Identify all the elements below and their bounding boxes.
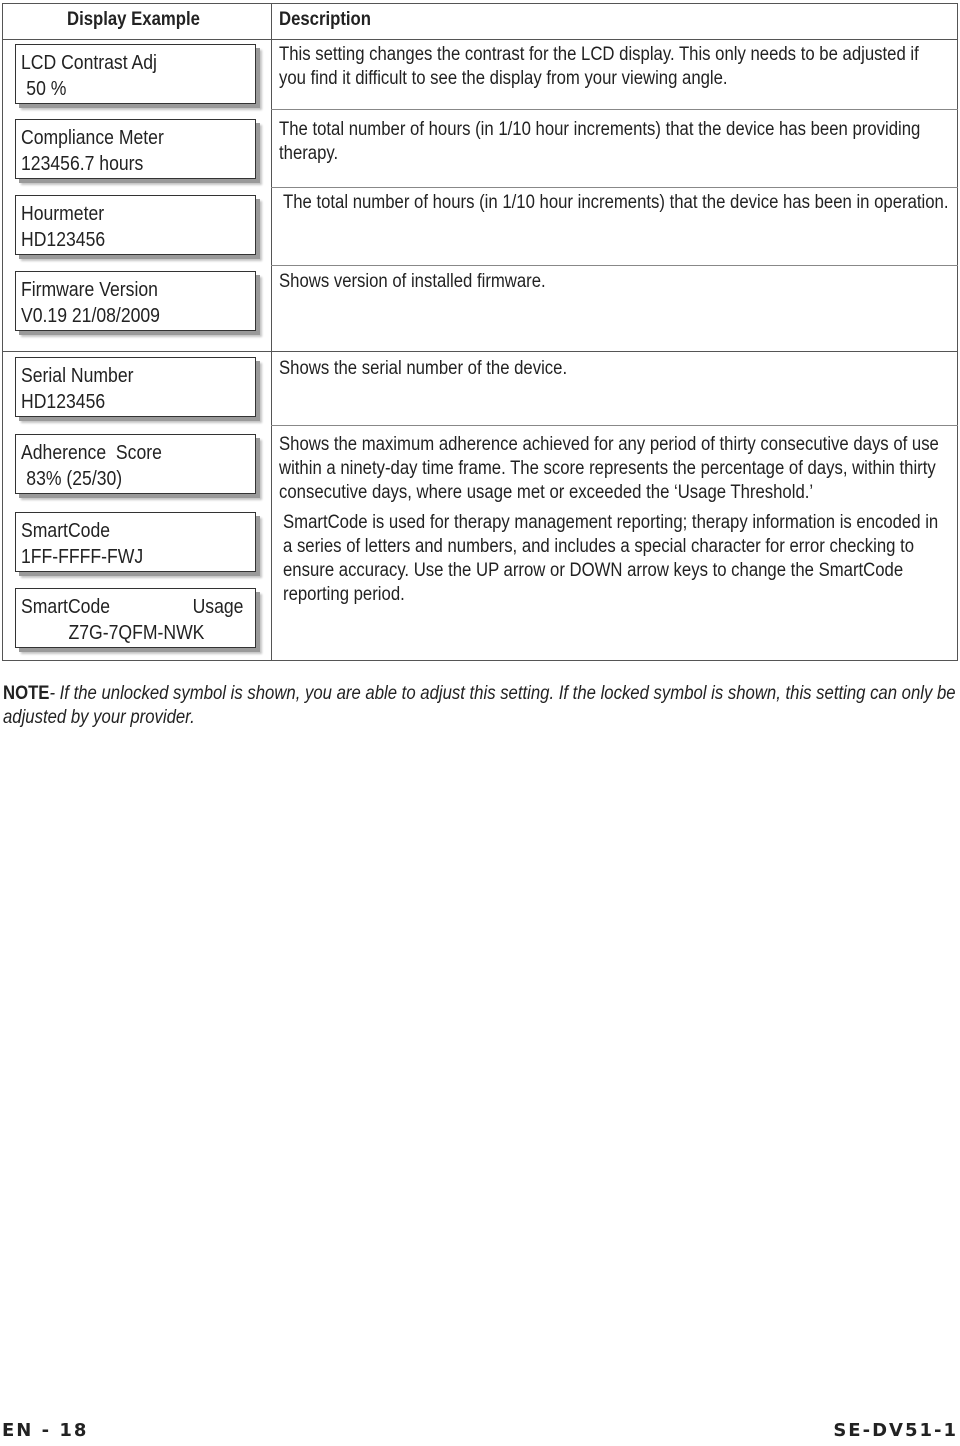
row-divider — [271, 109, 958, 110]
firmware-version-description: Shows version of installed firmware. — [279, 271, 546, 292]
note-paragraph — [3, 682, 958, 730]
hourmeter-display: Hourmeter HD123456 — [15, 195, 256, 255]
row-divider — [271, 187, 958, 188]
hourmeter-description: The total number of hours (in 1/10 hour increments) that the device has been in operation. — [283, 192, 949, 213]
serial-number-description: Shows the serial number of the device. — [279, 358, 568, 379]
header-divider — [2, 39, 958, 40]
page-number: EN - 18 — [2, 1420, 89, 1441]
compliance-meter-description: The total number of hours (in 1/10 hour increments) that the device has been providing therapy. — [279, 119, 921, 164]
smartcode-usage-display: SmartCode Usage Z7G-7QFM-NWK — [15, 588, 256, 648]
note-text: - If the unlocked symbol is shown, you are able to adjust this setting. If the locked symbol is shown, this setting can only be adjusted by your provider. — [3, 683, 956, 728]
document-code: SE-DV51-1 — [833, 1420, 958, 1441]
lcd-contrast-description: This setting changes the contrast for the LCD display. This only needs to be adjusted if you find it difficult to see the display from your viewing angle. — [279, 44, 919, 89]
row-divider — [271, 425, 958, 426]
compliance-meter-display: Compliance Meter 123456.7 hours — [15, 119, 256, 179]
adherence-score-display: Adherence Score 83% (25/30) — [15, 434, 256, 494]
display-example-header: Display Example — [67, 9, 200, 30]
firmware-version-display: Firmware Version V0.19 21/08/2009 — [15, 271, 256, 331]
description-header: Description — [279, 9, 371, 30]
row-divider — [271, 265, 958, 266]
smartcode-display: SmartCode 1FF-FFFF-FWJ — [15, 512, 256, 572]
note-label: NOTE — [3, 683, 50, 704]
column-divider — [271, 3, 272, 661]
smartcode-description: SmartCode is used for therapy management reporting; therapy information is encoded in a series of letters and numbers, and includes a special character for error checking to ensure accuracy. Use the UP arrow or DOWN arrow keys to change the SmartCode reporting period. — [283, 512, 939, 605]
row-divider — [2, 351, 958, 352]
lcd-contrast-display: LCD Contrast Adj 50 % — [15, 44, 256, 104]
serial-number-display: Serial Number HD123456 — [15, 357, 256, 417]
adherence-score-description: Shows the maximum adherence achieved for any period of thirty consecutive days of use within a ninety-day time frame. The score represents the percentage of days, within thirty consecutive days, where usage met or exceeded the ‘Usage Threshold.’ — [279, 434, 939, 503]
